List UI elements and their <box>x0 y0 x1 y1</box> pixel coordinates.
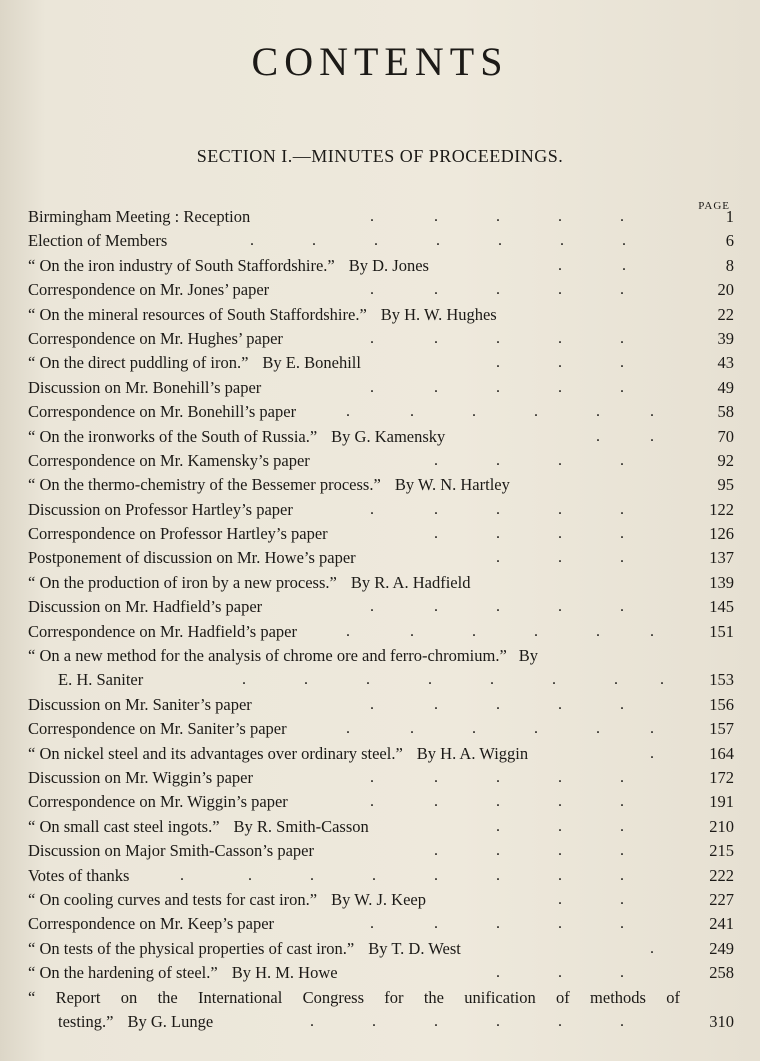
leader-dot: . <box>496 769 500 786</box>
entry-page-number: 156 <box>709 694 734 714</box>
leader-dot: . <box>558 281 562 299</box>
leader-dot: . <box>496 964 500 982</box>
entry-title <box>28 473 510 497</box>
leader-dot: . <box>650 720 654 738</box>
entry-page-number: 137 <box>709 548 734 568</box>
entry-continuation <box>58 668 143 692</box>
toc-entry <box>28 205 734 229</box>
leader-dot: . <box>370 598 374 616</box>
entry-continuation <box>58 1010 213 1034</box>
leader-dot: . <box>558 549 562 567</box>
leader-dot: . <box>434 695 438 713</box>
entry-author: By R. Smith-Casson <box>233 816 369 836</box>
leader-dot: . <box>496 817 500 835</box>
entry-title-text: Correspondence on Mr. Wiggin’s paper <box>28 792 288 812</box>
leader-dot: . <box>558 890 562 908</box>
leader-dot: . <box>370 500 374 518</box>
leader-dot: . <box>620 208 624 225</box>
leader-dot: . <box>370 208 374 225</box>
entry-page-number: 22 <box>717 304 734 324</box>
entry-page-number: 210 <box>709 816 734 836</box>
leader-dot: . <box>428 671 432 689</box>
entry-author: By <box>518 646 539 666</box>
entry-title <box>28 546 356 570</box>
entry-title-text: Discussion on Mr. Saniter’s paper <box>28 694 252 714</box>
leader-dot: . <box>346 720 350 738</box>
entry-page-number: 258 <box>709 963 734 983</box>
leader-dot: . <box>472 720 476 738</box>
toc-entry <box>28 790 734 814</box>
toc-entry <box>28 644 734 693</box>
leader-dot: . <box>374 232 378 250</box>
entry-page-number: 249 <box>709 938 734 958</box>
entry-page-number: 310 <box>709 1011 734 1031</box>
entry-title <box>28 303 497 327</box>
entry-title <box>28 571 470 595</box>
leader-dot: . <box>346 622 350 640</box>
leader-dot: . <box>472 622 476 640</box>
leader-dot: . <box>560 232 564 250</box>
leader-dot: . <box>620 598 624 616</box>
leader-dot: . <box>370 915 374 933</box>
entry-title <box>28 595 262 619</box>
leader-dot: . <box>620 769 624 786</box>
entry-page-number: 241 <box>709 914 734 934</box>
leader-dot: . <box>434 281 438 299</box>
continuation-text: E. H. Saniter <box>58 670 144 690</box>
toc-entry <box>28 717 734 741</box>
leader-dot: . <box>366 671 370 689</box>
leader-dot: . <box>496 208 500 225</box>
leader-dot: . <box>496 549 500 567</box>
entry-title-text: “ On the direct puddling of iron.” <box>28 353 249 373</box>
leader-dot: . <box>496 281 500 299</box>
entry-title <box>28 937 461 961</box>
leader-dot: . <box>434 451 438 469</box>
leader-dot: . <box>620 549 624 567</box>
toc-entry <box>28 766 734 790</box>
leader-dot: . <box>434 769 438 786</box>
entry-title-text: Postponement of discussion on Mr. Howe’s paper <box>28 548 356 568</box>
leader-dot: . <box>372 866 376 884</box>
leader-dot: . <box>498 232 502 250</box>
leader-dot: . <box>434 793 438 811</box>
leader-dot: . <box>596 403 600 421</box>
leader-dot: . <box>434 378 438 396</box>
leader-dot: . <box>650 939 654 957</box>
leader-dot: . <box>558 208 562 225</box>
toc-entry <box>28 229 734 253</box>
entry-title-text: Correspondence on Professor Hartley’s paper <box>28 524 328 544</box>
leader-dot: . <box>496 451 500 469</box>
entry-title-text: Correspondence on Mr. Hadfield’s paper <box>28 621 297 641</box>
toc-entry <box>28 327 734 351</box>
leader-dot: . <box>620 890 624 908</box>
leader-dot: . <box>534 403 538 421</box>
entry-page-number: 191 <box>709 792 734 812</box>
leader-dot: . <box>496 354 500 372</box>
entry-title-text: “ On the thermo-chemistry of the Bessemer process.” <box>28 475 381 495</box>
leader-dot: . <box>496 1012 500 1030</box>
entry-title <box>28 961 338 985</box>
leader-dot: . <box>558 817 562 835</box>
entry-title-text: “ On the iron industry of South Staffordshire.” <box>28 255 335 275</box>
entry-title <box>28 351 361 375</box>
toc-entry <box>28 546 734 570</box>
leader-dot: . <box>552 671 556 689</box>
entry-title-text: “ On tests of the physical properties of cast iron.” <box>28 938 355 958</box>
entry-author: By T. D. West <box>368 938 461 958</box>
entry-title-text: “ On small cast steel ingots.” <box>28 816 220 836</box>
entry-author: By E. Bonehill <box>262 353 361 373</box>
entry-title-text: Birmingham Meeting : Reception <box>28 207 251 226</box>
leader-dot: . <box>434 329 438 347</box>
leader-dot: . <box>310 866 314 884</box>
entry-title-text: Correspondence on Mr. Jones’ paper <box>28 280 270 300</box>
leader-dot: . <box>434 915 438 933</box>
leader-dot: . <box>434 208 438 225</box>
leader-dot: . <box>558 256 562 274</box>
leader-dot: . <box>410 720 414 738</box>
leader-dot: . <box>534 720 538 738</box>
entry-title-text: Discussion on Mr. Bonehill’s paper <box>28 377 262 397</box>
toc-entry <box>28 400 734 424</box>
leader-dot: . <box>620 525 624 543</box>
entry-title-text: “ On nickel steel and its advantages over ordinary steel.” <box>28 743 403 763</box>
page-column-label: PAGE <box>698 200 730 212</box>
leader-dot: . <box>620 915 624 933</box>
leader-dot: . <box>596 622 600 640</box>
entry-title <box>28 205 250 229</box>
leader-dot: . <box>496 866 500 884</box>
entry-title-text: Discussion on Mr. Hadfield’s paper <box>28 597 263 617</box>
continuation-text: testing.” <box>58 1011 114 1031</box>
leader-dot: . <box>496 329 500 347</box>
section-heading: SECTION I.—MINUTES OF PROCEEDINGS. <box>196 146 564 166</box>
leader-dot: . <box>620 842 624 860</box>
entry-title-text: “ On a new method for the analysis of chrome ore and ferro-chromium.” <box>28 646 507 666</box>
leader-dot: . <box>614 671 618 689</box>
leader-dot: . <box>496 915 500 933</box>
toc-entry <box>28 351 734 375</box>
entry-title <box>28 742 528 766</box>
toc-entry <box>28 425 734 449</box>
leader-dot: . <box>472 403 476 421</box>
entry-page-number: 39 <box>717 328 734 348</box>
leader-dot: . <box>622 232 626 250</box>
entry-author: By W. N. Hartley <box>394 475 510 495</box>
leader-dot: . <box>620 354 624 372</box>
leader-dot: . <box>620 500 624 518</box>
entry-title <box>28 254 429 278</box>
leader-dot: . <box>434 1012 438 1030</box>
leader-dot: . <box>620 378 624 396</box>
leader-dot: . <box>370 329 374 347</box>
leader-dot: . <box>620 817 624 835</box>
leader-dot: . <box>248 866 252 884</box>
entry-title-text: Election of Members <box>28 231 168 251</box>
entry-page-number: 126 <box>709 524 734 544</box>
leader-dot: . <box>436 232 440 250</box>
leader-dot: . <box>304 671 308 689</box>
leader-dot: . <box>650 622 654 640</box>
leader-dot: . <box>620 793 624 811</box>
leader-dot: . <box>558 354 562 372</box>
entry-page-number: 6 <box>725 231 734 251</box>
toc-entry <box>28 937 734 961</box>
toc-entry <box>28 888 734 912</box>
leader-dot: . <box>622 256 626 274</box>
entry-title <box>28 327 283 351</box>
entry-page-number: 145 <box>709 597 734 617</box>
leader-dot: . <box>496 842 500 860</box>
leader-dot: . <box>558 866 562 884</box>
leader-dot: . <box>534 622 538 640</box>
leader-dot: . <box>650 403 654 421</box>
leader-dot: . <box>620 281 624 299</box>
leader-dot: . <box>650 427 654 445</box>
entry-title <box>28 693 252 717</box>
toc-entry <box>28 912 734 936</box>
entry-author: By G. Kamensky <box>331 426 446 446</box>
leader-dot: . <box>620 695 624 713</box>
toc-entry <box>28 571 734 595</box>
entry-title <box>28 888 426 912</box>
leader-dot: . <box>496 378 500 396</box>
entry-page-number: 172 <box>709 768 734 787</box>
entry-page-number: 1 <box>725 207 734 226</box>
entry-title <box>28 425 445 449</box>
entry-page-number: 43 <box>717 353 734 373</box>
entry-title <box>28 620 297 644</box>
toc-entry <box>28 498 734 522</box>
entry-title-text: Correspondence on Mr. Hughes’ paper <box>28 328 283 348</box>
leader-dot: . <box>650 744 654 762</box>
toc-entry <box>28 986 734 1035</box>
leader-dot: . <box>558 1012 562 1030</box>
entry-title-text: Correspondence on Mr. Keep’s paper <box>28 914 275 934</box>
entry-page-number: 139 <box>709 572 734 592</box>
entry-page-number: 215 <box>709 841 734 861</box>
entry-page-number: 20 <box>717 280 734 300</box>
leader-dot: . <box>558 964 562 982</box>
entry-title <box>28 790 288 814</box>
toc-entry <box>28 815 734 839</box>
leader-dot: . <box>250 232 254 250</box>
entry-title-text: “ On the production of iron by a new process.” <box>28 572 337 592</box>
leader-dot: . <box>310 1012 314 1030</box>
leader-dot: . <box>180 866 184 884</box>
entry-title <box>28 839 314 863</box>
leader-dot: . <box>496 598 500 616</box>
leader-dot: . <box>558 842 562 860</box>
leader-dot: . <box>660 671 664 689</box>
entry-page-number: 157 <box>709 719 734 739</box>
entry-page-number: 49 <box>717 377 734 397</box>
toc-entry <box>28 449 734 473</box>
entry-title-text: “ Report on the International Congress for the unification of methods of <box>28 987 680 1007</box>
leader-dot: . <box>596 427 600 445</box>
entry-title <box>28 229 167 253</box>
entry-title-text: Correspondence on Mr. Kamensky’s paper <box>28 450 310 470</box>
entry-title-text: “ On the mineral resources of South Staffordshire.” <box>28 304 367 324</box>
entry-title-text: “ On the ironworks of the South of Russia.” <box>28 426 318 446</box>
leader-dot: . <box>558 451 562 469</box>
page-title: CONTENTS <box>251 39 509 84</box>
toc-entry <box>28 620 734 644</box>
leader-dot: . <box>558 500 562 518</box>
entry-title-text: “ On the hardening of steel.” <box>28 963 218 983</box>
leader-dot: . <box>312 232 316 250</box>
leader-dot: . <box>620 329 624 347</box>
entry-author: By R. A. Hadfield <box>350 572 471 592</box>
leader-dot: . <box>558 769 562 786</box>
leader-dot: . <box>620 451 624 469</box>
entry-title <box>28 766 253 790</box>
leader-dot: . <box>490 671 494 689</box>
toc-entry <box>28 376 734 400</box>
entry-title-text: Discussion on Major Smith-Casson’s paper <box>28 841 314 861</box>
leader-dot: . <box>370 793 374 811</box>
entry-author: By H. A. Wiggin <box>416 743 529 763</box>
leader-dot: . <box>496 500 500 518</box>
leader-dot: . <box>370 281 374 299</box>
leader-dot: . <box>558 915 562 933</box>
leader-dot: . <box>558 793 562 811</box>
leader-dot: . <box>242 671 246 689</box>
entry-title-text: Discussion on Mr. Wiggin’s paper <box>28 768 253 787</box>
toc-entry <box>28 303 734 327</box>
entry-title <box>28 400 296 424</box>
entry-title-text: Discussion on Professor Hartley’s paper <box>28 499 293 519</box>
leader-dot: . <box>434 525 438 543</box>
entry-page-number: 70 <box>717 426 734 446</box>
leader-dot: . <box>496 793 500 811</box>
toc-entry <box>28 839 734 863</box>
table-of-contents <box>28 205 734 1034</box>
leader-dot: . <box>410 622 414 640</box>
entry-page-number: 164 <box>709 743 734 763</box>
entry-page-number: 227 <box>709 889 734 909</box>
leader-dot: . <box>434 842 438 860</box>
entry-author: By W. J. Keep <box>331 889 426 909</box>
entry-author: By D. Jones <box>348 255 429 275</box>
leader-dot: . <box>558 378 562 396</box>
leader-dot: . <box>620 1012 624 1030</box>
toc-entry <box>28 693 734 717</box>
leader-dot: . <box>558 329 562 347</box>
entry-page-number: 58 <box>717 402 734 422</box>
leader-dot: . <box>370 378 374 396</box>
entry-page-number: 151 <box>709 621 734 641</box>
leader-dot: . <box>496 695 500 713</box>
entry-author: By H. W. Hughes <box>380 304 497 324</box>
leader-dot: . <box>620 964 624 982</box>
entry-title-text: Correspondence on Mr. Bonehill’s paper <box>28 402 297 422</box>
leader-dot: . <box>558 598 562 616</box>
toc-entry <box>28 254 734 278</box>
leader-dot: . <box>370 769 374 786</box>
entry-title <box>28 986 680 1010</box>
leader-dot: . <box>434 866 438 884</box>
leader-dot: . <box>558 525 562 543</box>
entry-author: By G. Lunge <box>127 1011 214 1031</box>
leader-dot: . <box>620 866 624 884</box>
entry-title-text: Votes of thanks <box>28 865 130 885</box>
entry-title <box>28 522 328 546</box>
entry-page-number: 95 <box>717 475 734 495</box>
leader-dot: . <box>558 695 562 713</box>
entry-title <box>28 449 310 473</box>
entry-page-number: 153 <box>709 670 734 690</box>
leader-dot: . <box>370 695 374 713</box>
entry-title <box>28 717 287 741</box>
toc-entry <box>28 742 734 766</box>
entry-page-number: 122 <box>709 499 734 519</box>
entry-page-number: 92 <box>717 450 734 470</box>
entry-title <box>28 376 261 400</box>
leader-dot: . <box>434 500 438 518</box>
entry-title-text: Correspondence on Mr. Saniter’s paper <box>28 719 287 739</box>
entry-title <box>28 498 293 522</box>
entry-title <box>28 912 274 936</box>
entry-title-text: “ On cooling curves and tests for cast iron.” <box>28 889 318 909</box>
toc-entry <box>28 961 734 985</box>
leader-dot: . <box>410 403 414 421</box>
toc-entry <box>28 278 734 302</box>
leader-dot: . <box>346 403 350 421</box>
toc-entry <box>28 864 734 888</box>
leader-dot: . <box>372 1012 376 1030</box>
entry-page-number: 222 <box>709 865 734 885</box>
entry-author: By H. M. Howe <box>231 963 338 983</box>
entry-title <box>28 278 269 302</box>
entry-title <box>28 864 129 888</box>
entry-title <box>28 815 369 839</box>
toc-entry <box>28 522 734 546</box>
toc-entry <box>28 473 734 497</box>
leader-dot: . <box>596 720 600 738</box>
entry-page-number: 8 <box>725 255 734 275</box>
leader-dot: . <box>496 525 500 543</box>
leader-dot: . <box>434 598 438 616</box>
entry-title <box>28 644 538 668</box>
toc-entry <box>28 595 734 619</box>
